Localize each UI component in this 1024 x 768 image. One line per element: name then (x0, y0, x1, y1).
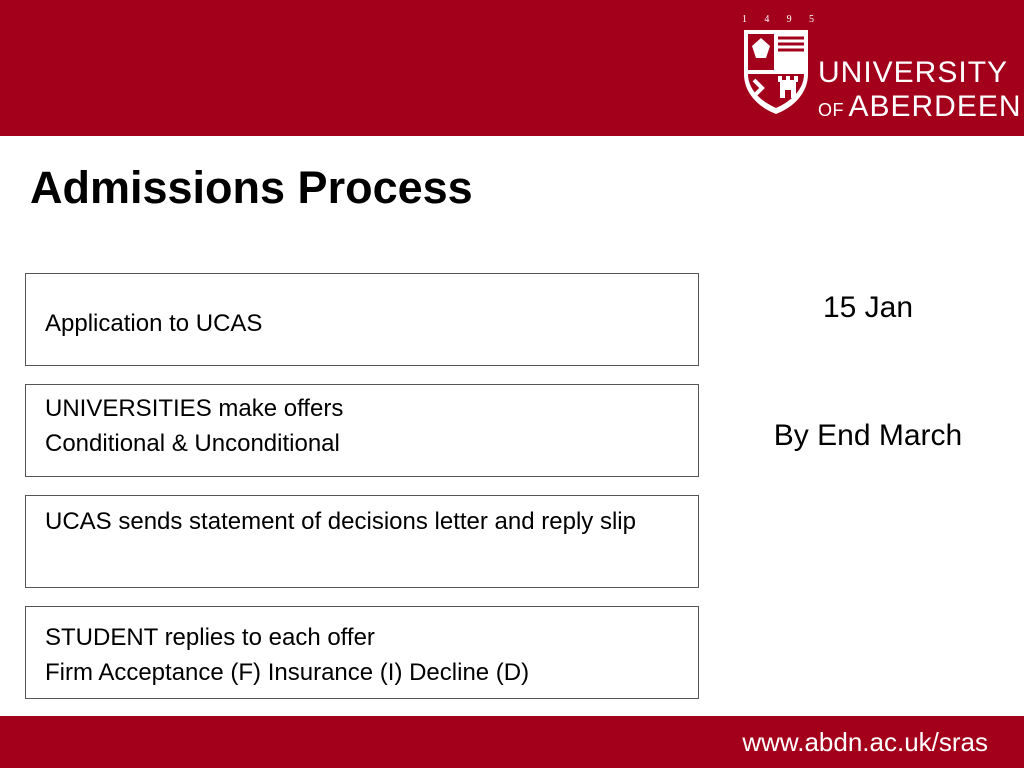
footer-url: www.abdn.ac.uk/sras (742, 727, 988, 757)
logo-university-text: UNIVERSITY (818, 56, 1009, 89)
step-line: Application to UCAS (45, 310, 263, 337)
step-line: Firm Acceptance (F) Insurance (I) Decline (D) (45, 659, 530, 686)
footer-bar (0, 716, 1024, 768)
logo-year-digit: 9 (786, 14, 792, 25)
step-text (45, 306, 674, 341)
step-box-application (25, 273, 699, 366)
logo-aberdeen-text: ABERDEEN (848, 90, 1022, 123)
step-text (45, 620, 674, 690)
step-text (45, 504, 674, 539)
step-line: Conditional & Unconditional (45, 430, 340, 457)
step-text (45, 391, 674, 461)
logo-founding-year (742, 14, 814, 25)
step-line: UNIVERSITIES make offers (45, 395, 344, 422)
step-box-decisions (25, 495, 699, 588)
logo-year-digit: 4 (764, 14, 770, 25)
logo-aberdeen-line (818, 92, 1022, 127)
header-bar (0, 0, 1024, 136)
logo-year-digit: 1 (742, 14, 747, 25)
logo-year-digit: 5 (808, 14, 814, 25)
step-box-offers (25, 384, 699, 477)
step-line: STUDENT replies to each offer (45, 624, 375, 651)
crest-shield-icon (742, 28, 810, 116)
date-label-offers: By End March (773, 419, 963, 452)
page-title: Admissions Process (30, 162, 473, 213)
step-box-student-reply (25, 606, 699, 699)
date-label-application: 15 Jan (822, 291, 914, 324)
logo-of-text: OF (818, 100, 844, 120)
step-line: UCAS sends statement of decisions letter and reply slip (45, 508, 636, 535)
university-logo (738, 14, 1022, 124)
